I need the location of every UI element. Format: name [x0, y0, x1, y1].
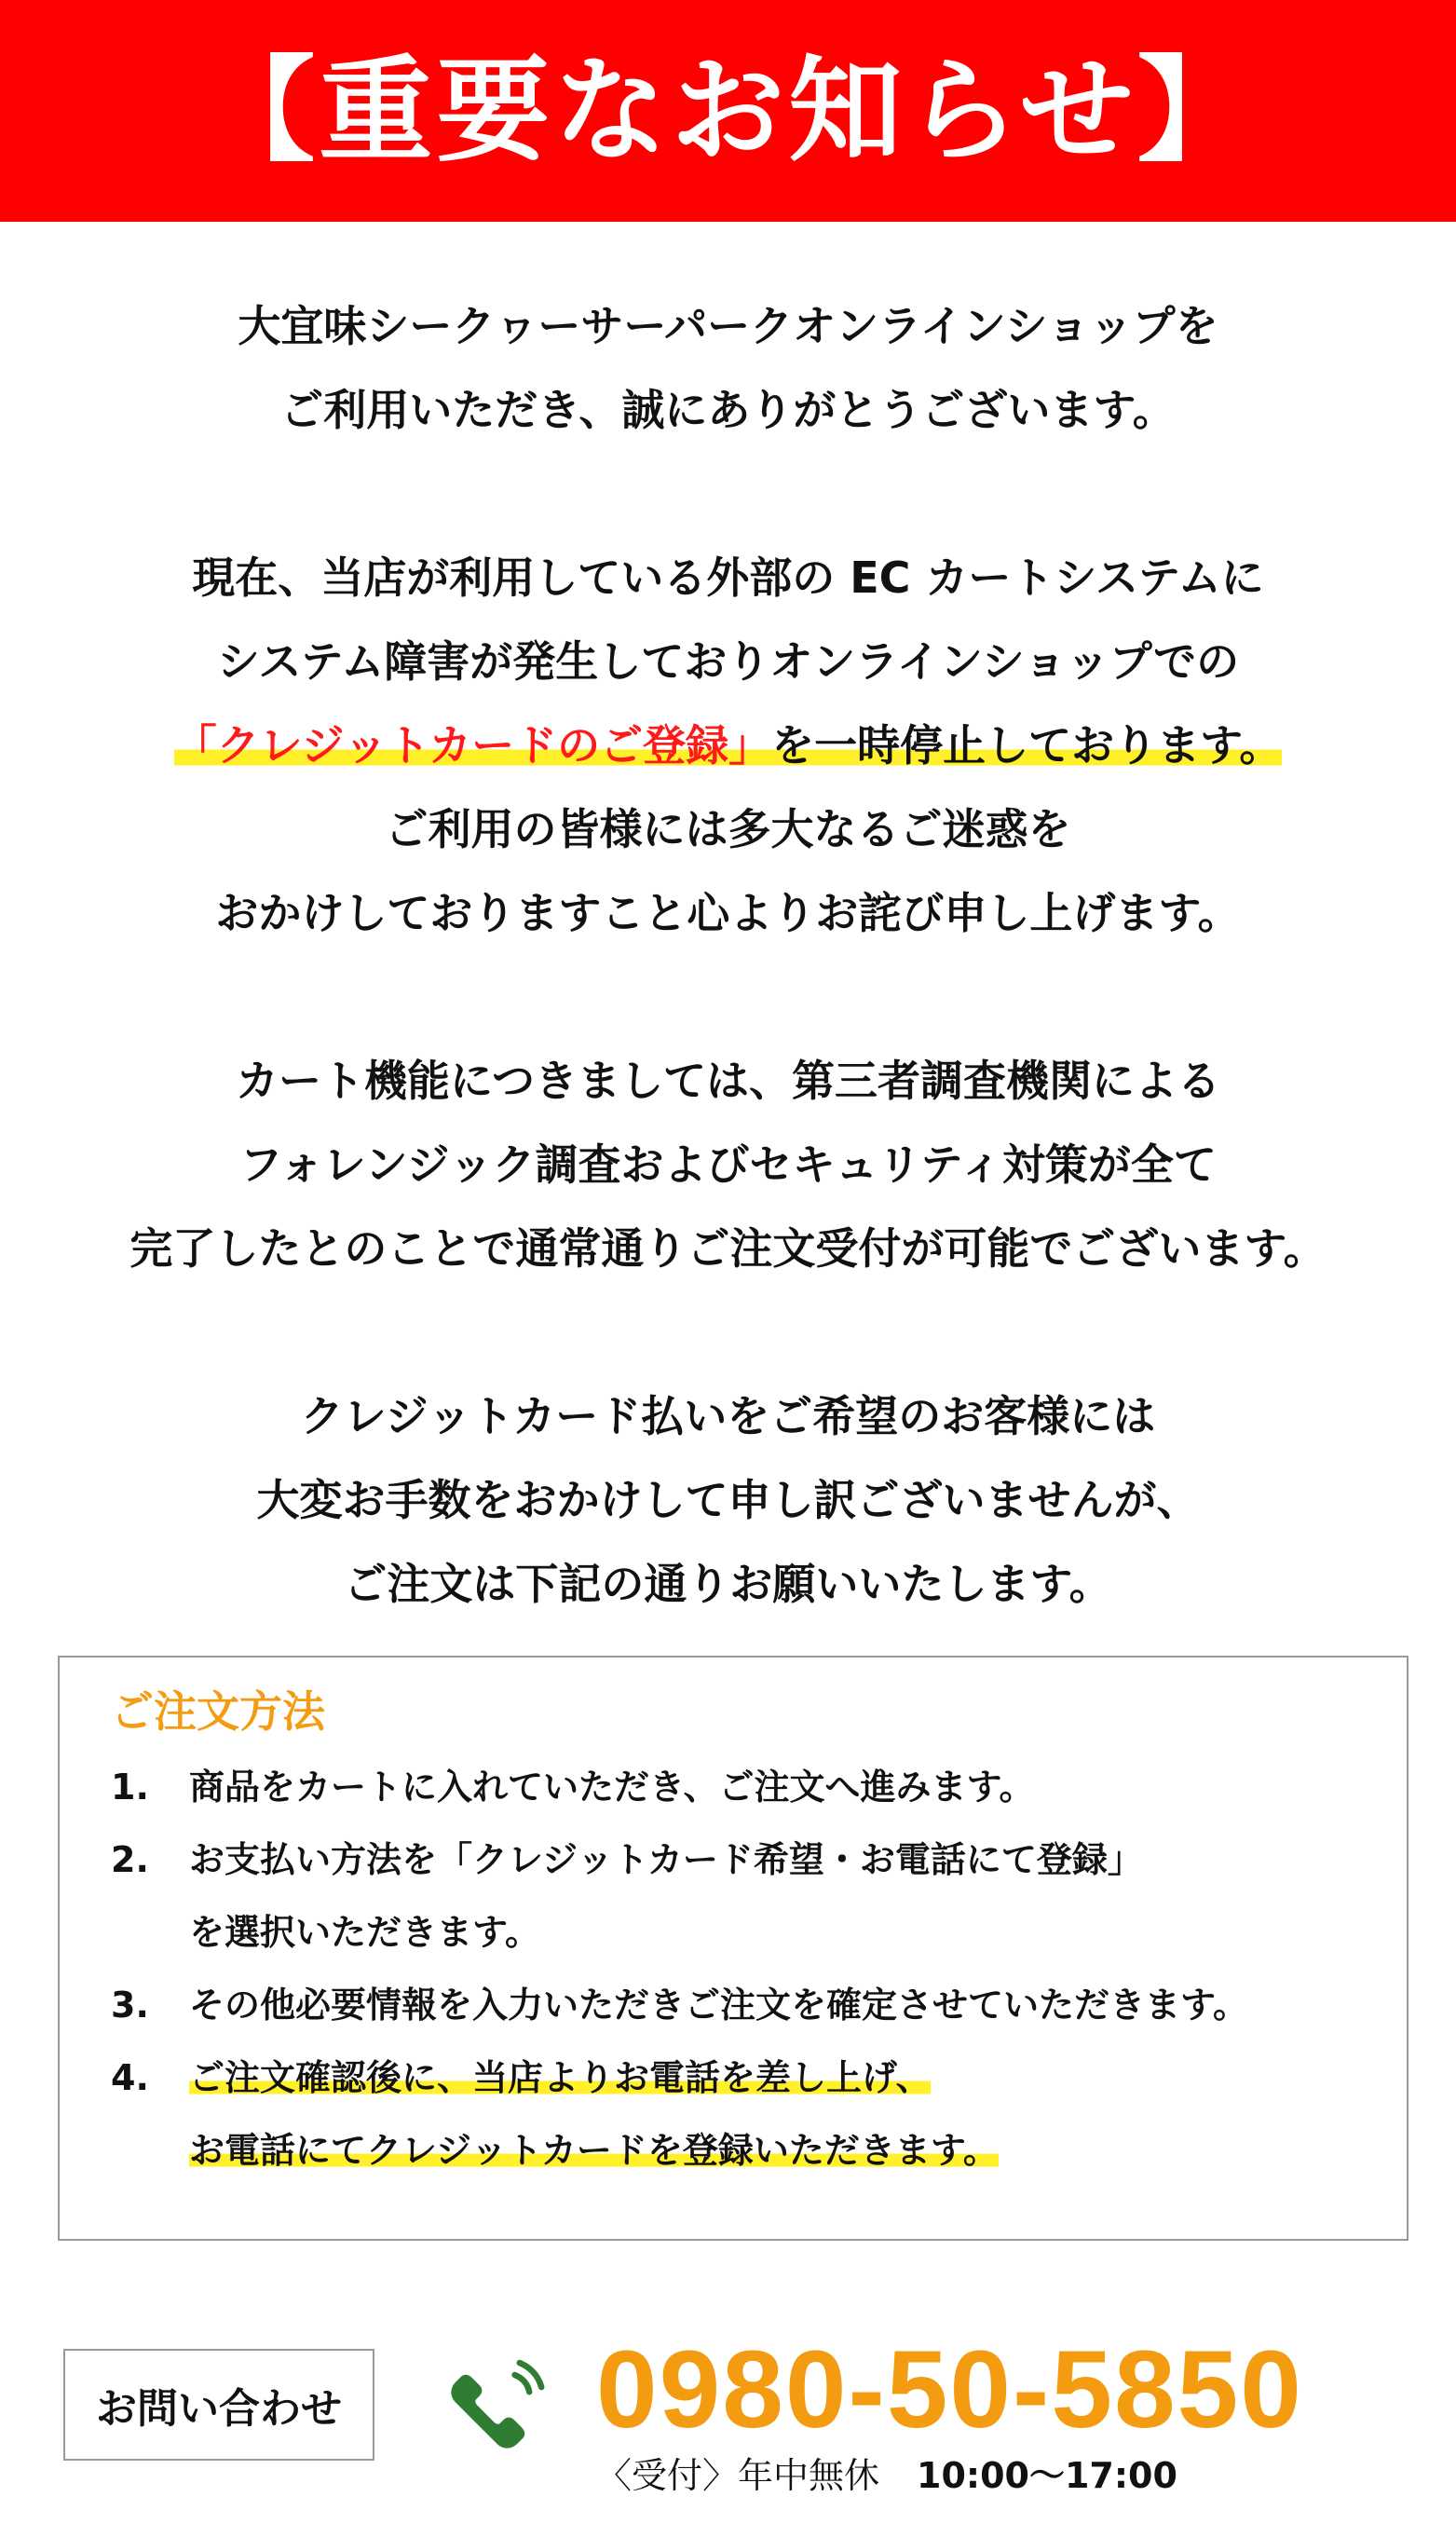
order-steps-list — [111, 1751, 1248, 2187]
notice-body — [0, 284, 1456, 1710]
greeting-paragraph — [0, 284, 1456, 452]
request-paragraph — [0, 1374, 1456, 1626]
step-text — [189, 1751, 1034, 1823]
step-line: お支払い方法を「クレジットカード希望・お電話にて登録」 — [189, 1839, 1143, 1880]
highlight-marker: ご注文確認後に、当店よりお電話を差し上げ、 — [189, 2057, 932, 2098]
step-number: 2. — [111, 1839, 149, 1880]
credit-card-registration-notice: 「クレジットカードのご登録」 — [173, 720, 772, 771]
highlight-marker: お電話にてクレジットカードを登録いただきます。 — [189, 2130, 999, 2171]
text-line: 大宜味シークヮーサーパークオンラインショップを — [238, 301, 1218, 351]
step-line: その他必要情報を入力いただきご注文を確定させていただきます。 — [189, 1985, 1248, 2026]
text-line: ご注文は下記の通りお願いいたします。 — [344, 1559, 1112, 1609]
text-line: ご利用いただき、誠にありがとうございます。 — [280, 385, 1176, 435]
step-line — [189, 2041, 999, 2114]
text-fragment: を一時停止しております。 — [771, 720, 1283, 771]
business-hours — [596, 2452, 1177, 2499]
phone-number[interactable]: 0980-50-5850 — [596, 2328, 1303, 2451]
text-line: おかけしておりますこと心よりお詫び申し上げます。 — [215, 888, 1241, 938]
text-line: ご利用の皆様には多大なるご迷惑を — [385, 804, 1071, 854]
notice-banner — [0, 0, 1456, 222]
step-number: 3. — [111, 1985, 149, 2026]
order-method-box — [58, 1656, 1408, 2241]
step-text — [189, 1969, 1248, 2041]
text-line: カート機能につきましては、第三者調査機関による — [235, 1056, 1221, 1106]
order-step — [111, 1969, 1248, 2041]
cart-status-paragraph — [0, 1039, 1456, 1290]
text-line: 大変お手数をおかけして申し訳ございませんが、 — [256, 1475, 1200, 1525]
step-text — [189, 2041, 999, 2187]
order-method-title: ご注文方法 — [111, 1686, 325, 1737]
order-step — [111, 1823, 1248, 1969]
order-step — [111, 1751, 1248, 1823]
phone-icon — [440, 2339, 561, 2460]
step-line: 商品をカートに入れていただき、ご注文へ進みます。 — [189, 1767, 1035, 1808]
step-number: 4. — [111, 2057, 149, 2098]
text-line: フォレンジック調査およびセキュリティ対策が全て — [239, 1139, 1217, 1190]
suspension-line — [0, 703, 1456, 787]
step-number: 1. — [111, 1767, 149, 1808]
highlight-marker — [174, 720, 1283, 771]
text-line: 完了したとのことで通常通りご注文受付が可能でございます。 — [129, 1223, 1327, 1274]
hours-label: 〈受付〉年中無休 — [596, 2455, 880, 2496]
outage-paragraph — [0, 536, 1456, 955]
hours-time: 10:00〜17:00 — [917, 2455, 1177, 2496]
step-text — [189, 1823, 1143, 1969]
contact-label: お問い合わせ — [63, 2349, 374, 2461]
text-line: システム障害が発生しておりオンラインショップでの — [216, 636, 1240, 687]
step-line: を選択いただきます。 — [189, 1912, 540, 1953]
banner-title: 【重要なお知らせ】 — [201, 45, 1255, 177]
text-line: クレジットカード払いをご希望のお客様には — [300, 1391, 1156, 1441]
order-step — [111, 2041, 1248, 2187]
step-line — [189, 2114, 999, 2187]
text-line: 現在、当店が利用している外部の EC カートシステムに — [192, 553, 1264, 603]
